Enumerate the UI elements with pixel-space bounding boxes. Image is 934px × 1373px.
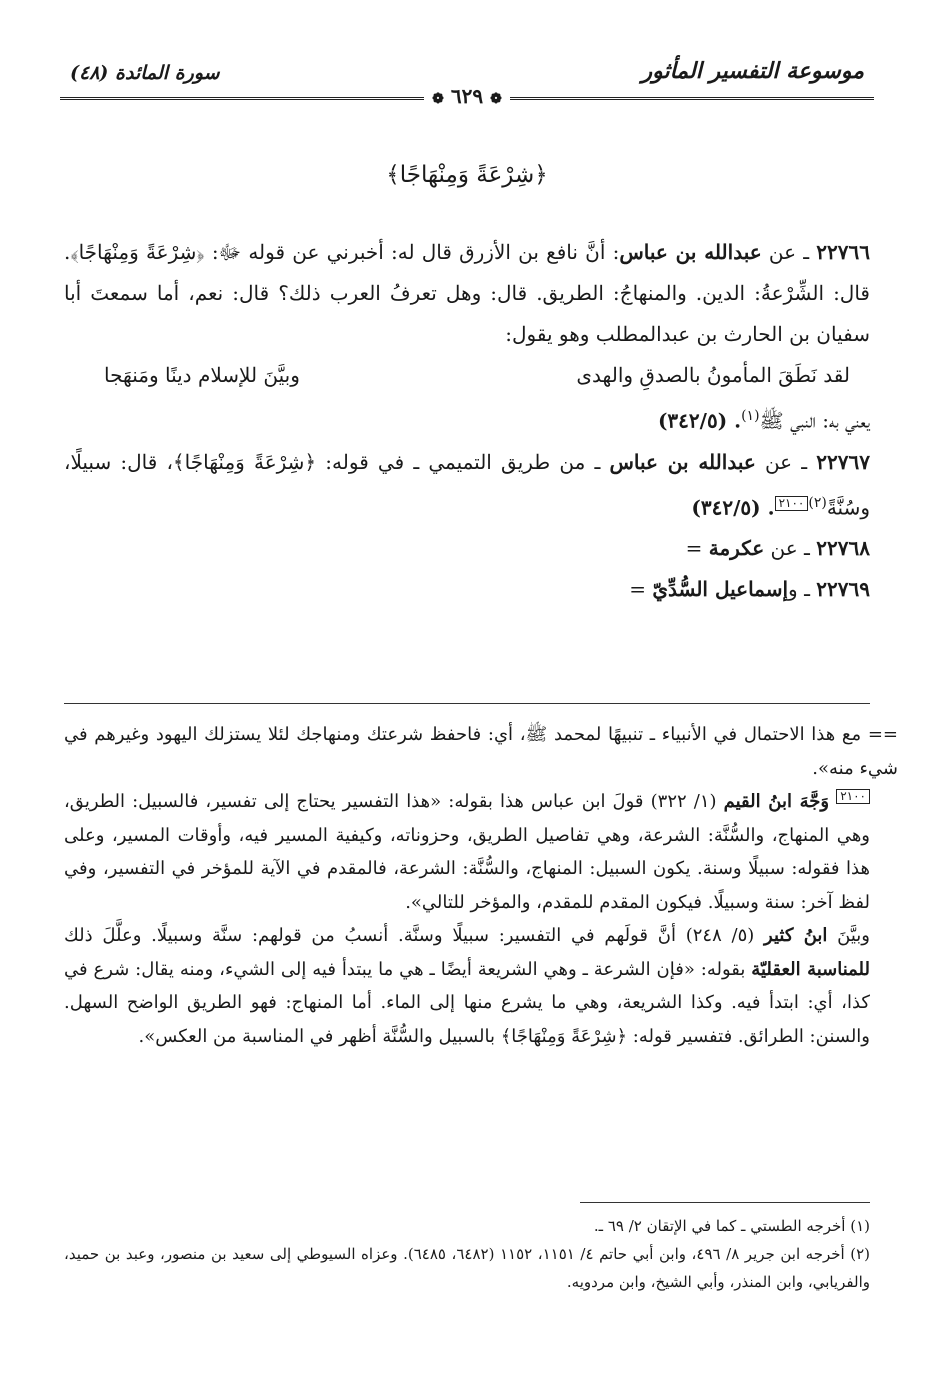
commentary-text: وبيَّنَ bbox=[827, 925, 871, 946]
book-title-header: موسوعة التفسير المأثور bbox=[641, 58, 864, 84]
commentary-text: (١/ ٣٢٢) قولَ ابن عباس هذا بقوله: «هذا التفسير يحتاج إلى تفسير، فالسبيل: الطريق، وهي المنهاج، والسُّنَّة: الشرعة، وهي تفاصيل الطريق، وحزوناته، وكيفية المسير فيه، وأوقات المسير، وعلى هذا فقوله: سبيلًا وسنة. يكون السبيل: المنهاج، والسُّنَّة: الشرعة، فالمقدم في الآية للمؤخر في التفسير، وفي لفظ آخر: سنة وسبيلًا. فيكون المقدم للمقدم، والمؤخر للتالي». bbox=[64, 791, 870, 913]
reasoning-label: للمناسبة العقليّة bbox=[751, 958, 870, 980]
entry-text: ـ من طريق التميمي ـ في قوله: ﴿شِرْعَةً وَمِنْهَاجًا﴾، قال: سبيلًا، وسُنَّةً bbox=[64, 449, 870, 520]
page-number-box bbox=[424, 84, 510, 108]
scholar-name: وَجَّهَ ابنُ القيم bbox=[723, 791, 830, 812]
entry-number: ٢٢٧٦٧ bbox=[816, 449, 871, 474]
footnotes bbox=[64, 1212, 870, 1296]
entry-narrator: عكرمة bbox=[708, 536, 765, 561]
footnote-ref[interactable]: (٢) bbox=[808, 494, 827, 511]
entry-22768 bbox=[64, 528, 870, 569]
page-number: ٦٢٩ bbox=[450, 84, 484, 108]
poem-verse bbox=[64, 355, 870, 396]
entry-22766 bbox=[64, 232, 870, 355]
commentary-text: (٥/ ٢٤٨) أنَّ قولَهم في التفسير: سبيلًا وسنَّة. أنسبُ من قولهم: سنَّة وسبيلًا. وعلَّلَ ذلك bbox=[64, 925, 765, 946]
entry-connector: ـ عن bbox=[755, 449, 817, 474]
footnote-1: (١) أخرجه الطستي ـ كما في الإتقان ٢/ ٦٩ ـ. bbox=[593, 1217, 870, 1235]
entry-tail: = bbox=[629, 577, 653, 602]
footnote-ref[interactable]: (١) bbox=[741, 408, 760, 424]
ornament-left-icon: ❁ bbox=[432, 91, 444, 107]
commentary-text: بقوله: «فإن الشرعة ـ وهي الشريعة أيضًا ـ هي ما يبتدأ فيه إلى الشيء، ومنه يقال: شرع في كذا، أي: ابتدأ فيه. وكذا الشريعة، وهي ما يشرع منها إلى الماء. أما المنهاج: فهو الطريق الواضح السهل. والسنن: الطرائق. فتفسير قوله: ﴿شِرْعَةً وَمِنْهَاجًا﴾ بالسبيل والسُّنَّة أظهر في المناسبة من العكس». bbox=[64, 958, 870, 1047]
entry-tail: = bbox=[685, 536, 709, 561]
entry-connector: ـ و bbox=[788, 577, 817, 602]
volume-citation: . (٣٤٢/٥) bbox=[657, 408, 742, 433]
entry-22767 bbox=[64, 442, 870, 529]
poem-first-hemistich: لقد نَطَقَ المأمونُ بالصدقِ والهدى bbox=[576, 363, 850, 387]
footnote-divider bbox=[580, 1202, 870, 1203]
commentary-section bbox=[64, 718, 898, 1053]
commentary-continuation: == مع هذا الاحتمال في الأنبياء ـ تنبيهًا لمحمد ﷺ، أي: فاحفظ شرعتك ومنهاجك لئلا يستزلك اليهود وغيرهم في شيء منه». bbox=[64, 724, 898, 779]
footnote-2: (٢) أخرجه ابن جرير ٨/ ٤٩٦، وابن أبي حاتم ٤/ ١١٥١، ١١٥٢ (٦٤٨٢، ٦٤٨٥). وعزاه السيوطي إلى سعيد بن منصور، وعبد بن حميد، والفريابي، وابن المنذر، وأبي الشيخ، وابن مردويه. bbox=[64, 1245, 871, 1291]
commentary-ibn-kathir bbox=[64, 919, 870, 1053]
scholar-name: ابنُ كثير bbox=[764, 925, 828, 946]
volume-citation: . (٣٤٢/٥) bbox=[691, 495, 775, 520]
entry-text: : أنَّ نافع بن الأزرق قال له: أخبرني عن قوله ﷻ: ﴿شِرْعَةً وَمِنْهَاجًا﴾. قال: الشِّرْعةُ: الدين. والمنهاجُ: الطريق. قال: وهل تعرفُ العرب ذلك؟ قال: نعم، أما سمعتَ أبا سفيان بن الحارث بن عبدالمطلب وهو يقول: bbox=[64, 240, 870, 346]
entry-22769 bbox=[64, 569, 870, 610]
entry-narrator: عبدالله بن عباس bbox=[619, 240, 762, 264]
poem-second-hemistich: وبيَّنَ للإسلام دينًا ومَنهَجا bbox=[104, 363, 300, 387]
section-title: ﴿شِرْعَةً وَمِنْهَاجًا﴾ bbox=[386, 162, 548, 188]
entry-number: ٢٢٧٦٦ bbox=[816, 240, 870, 264]
entry-connector: ـ عن bbox=[761, 240, 817, 264]
entry-narrator: عبدالله بن عباس bbox=[609, 449, 756, 474]
commentary-ibn-qayyim bbox=[64, 785, 870, 919]
entry-22766-after bbox=[64, 396, 870, 442]
ornament-right-icon: ❁ bbox=[490, 91, 502, 107]
entry-narrator: إسماعيل السُّدِّيّ bbox=[652, 577, 789, 602]
entry-number: ٢٢٧٦٩ bbox=[816, 577, 870, 602]
commentary-box-ref[interactable]: ٢١٠٠ bbox=[775, 496, 809, 511]
commentary-box-number: ٢١٠٠ bbox=[836, 789, 870, 804]
entry-after-text: يعني به: النبي ﷺ bbox=[759, 408, 870, 433]
entry-number: ٢٢٧٦٨ bbox=[816, 536, 870, 561]
entry-connector: ـ عن bbox=[764, 536, 817, 561]
hadith-entries bbox=[64, 232, 870, 610]
commentary-divider bbox=[64, 703, 870, 704]
surah-label-header: سورة المائدة (٤٨) bbox=[70, 62, 220, 84]
